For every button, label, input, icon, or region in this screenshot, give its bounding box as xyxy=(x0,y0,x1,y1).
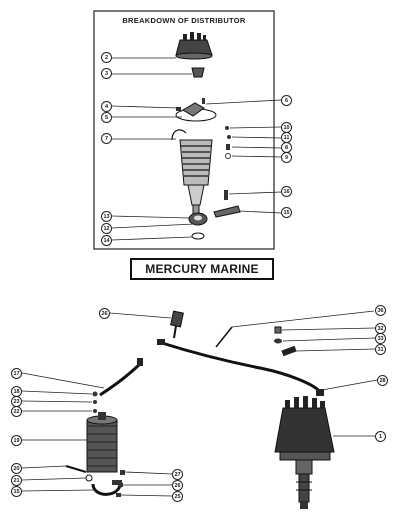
leader-line xyxy=(322,380,377,390)
callout-4: 4 xyxy=(101,101,112,112)
clamp-part xyxy=(214,206,240,217)
leader-line xyxy=(112,224,194,228)
assembled-distributor-part xyxy=(275,396,334,509)
leader-line xyxy=(22,478,86,480)
leader-line xyxy=(232,311,374,327)
leader-line xyxy=(22,401,92,402)
callout-22: 22 xyxy=(11,406,22,417)
drive-gear-part xyxy=(189,213,207,239)
brand-label: MERCURY MARINE xyxy=(130,258,274,280)
callout-20: 20 xyxy=(11,463,22,474)
leader-line xyxy=(121,495,172,496)
callout-16: 16 xyxy=(281,186,292,197)
leader-line xyxy=(240,211,281,213)
leader-line xyxy=(230,127,281,128)
leader-line xyxy=(22,490,94,491)
distributor-housing-part xyxy=(172,130,212,215)
callout-23: 23 xyxy=(11,396,22,407)
callout-3: 3 xyxy=(101,68,112,79)
leader-line xyxy=(282,328,375,330)
callout-28: 28 xyxy=(377,375,388,386)
callout-15-bottom: 15 xyxy=(11,486,22,497)
callout-14: 14 xyxy=(101,235,112,246)
callout-26: 26 xyxy=(99,308,110,319)
callout-11: 11 xyxy=(281,132,292,143)
leader-line xyxy=(112,216,189,218)
callout-33: 33 xyxy=(375,333,386,344)
ignition-coil-part xyxy=(87,412,117,472)
callout-13: 13 xyxy=(101,211,112,222)
leader-line xyxy=(112,106,178,108)
leader-line xyxy=(22,391,92,394)
callout-26-bottom: 26 xyxy=(172,480,183,491)
leader-line xyxy=(206,100,281,104)
leader-line xyxy=(296,349,375,351)
primary-wire-part xyxy=(100,364,140,395)
leader-line xyxy=(125,472,172,474)
thin-wire-part xyxy=(216,327,232,347)
distributor-cap-part xyxy=(176,32,212,59)
callout-1: 1 xyxy=(375,431,386,442)
callout-21: 21 xyxy=(11,475,22,486)
leader-line xyxy=(229,192,281,194)
coil-wire-part xyxy=(171,311,184,338)
callout-8: 8 xyxy=(281,142,292,153)
callout-17: 17 xyxy=(11,368,22,379)
callout-31: 31 xyxy=(375,344,386,355)
high-tension-lead-part xyxy=(162,343,320,392)
callout-32: 32 xyxy=(375,323,386,334)
callout-9: 9 xyxy=(281,152,292,163)
callout-27: 27 xyxy=(172,469,183,480)
leader-line xyxy=(22,373,104,388)
small-hardware-part xyxy=(225,126,231,159)
leader-line xyxy=(112,237,192,240)
callout-2: 2 xyxy=(101,52,112,63)
callout-6: 6 xyxy=(281,95,292,106)
callout-19: 19 xyxy=(11,435,22,446)
leader-line xyxy=(22,466,66,468)
rotor-part xyxy=(192,68,204,77)
callout-15: 15 xyxy=(281,207,292,218)
leader-line xyxy=(283,338,375,341)
callout-10: 10 xyxy=(281,122,292,133)
callout-7: 7 xyxy=(101,133,112,144)
leader-line xyxy=(110,313,171,318)
callout-5: 5 xyxy=(101,112,112,123)
terminal-parts xyxy=(274,327,297,356)
callout-12: 12 xyxy=(101,223,112,234)
breaker-plate-part xyxy=(176,98,216,121)
callout-18: 18 xyxy=(11,386,22,397)
bolt-part xyxy=(224,190,228,200)
callout-36: 36 xyxy=(375,305,386,316)
callout-25: 25 xyxy=(172,491,183,502)
diagram-title: BREAKDOWN OF DISTRIBUTOR xyxy=(122,16,246,25)
